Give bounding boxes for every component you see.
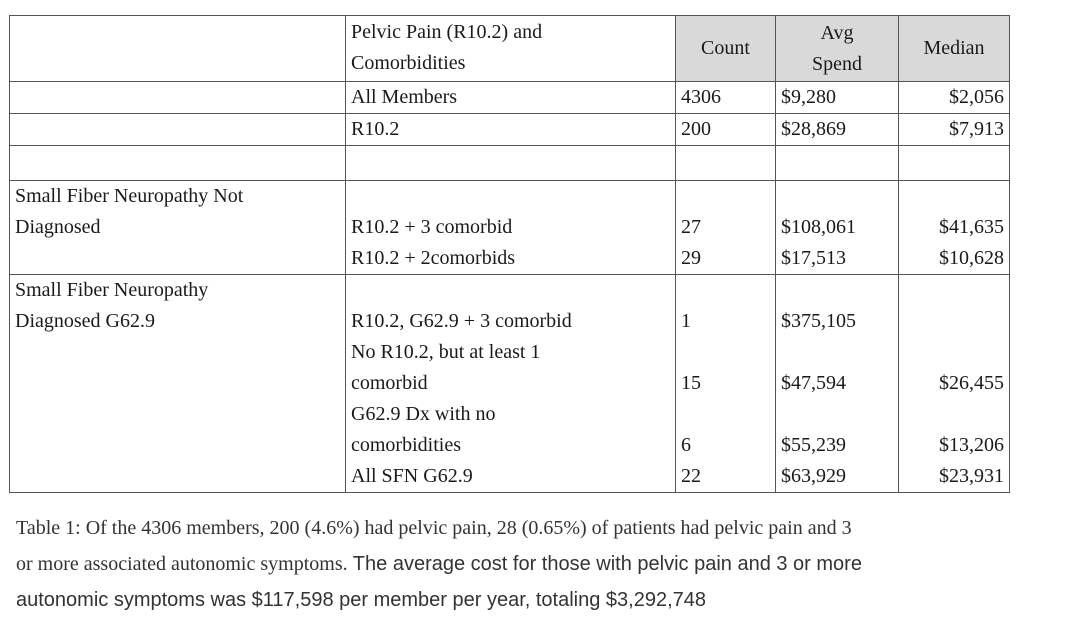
table-row <box>10 181 1010 213</box>
caption-line3: autonomic symptoms was $117,598 per member per year, totaling $3,292,748 <box>16 589 707 611</box>
row-condition: comorbid <box>346 368 676 399</box>
row-avg-spend <box>776 399 899 430</box>
row-median <box>899 181 1010 213</box>
row-condition: R10.2 + 2comorbids <box>346 243 676 275</box>
table-row <box>10 306 1010 337</box>
header-median: Median <box>899 16 1010 82</box>
row-count: 4306 <box>676 82 776 114</box>
row-count: 15 <box>676 368 776 399</box>
header-avg-line1: Avg <box>820 21 854 44</box>
row-group <box>10 399 346 430</box>
table-row <box>10 399 1010 430</box>
row-median: $7,913 <box>899 114 1010 146</box>
row-group <box>10 368 346 399</box>
header-count: Count <box>676 16 776 82</box>
row-group <box>10 461 346 493</box>
row-condition: No R10.2, but at least 1 <box>346 337 676 368</box>
row-group <box>10 114 346 146</box>
table-header-row <box>10 16 1010 82</box>
row-group <box>10 243 346 275</box>
row-median: $23,931 <box>899 461 1010 493</box>
row-condition: comorbidities <box>346 430 676 461</box>
row-count: 22 <box>676 461 776 493</box>
header-group-cell <box>10 16 346 82</box>
row-count: 200 <box>676 114 776 146</box>
table-spacer-row <box>10 146 1010 181</box>
row-avg-spend: $28,869 <box>776 114 899 146</box>
table-row <box>10 82 1010 114</box>
row-avg-spend: $9,280 <box>776 82 899 114</box>
row-group <box>10 82 346 114</box>
caption-line2 <box>16 546 1076 582</box>
row-avg-spend: $17,513 <box>776 243 899 275</box>
row-group: Diagnosed G62.9 <box>10 306 346 337</box>
caption-line2-sans: The average cost for those with pelvic pain and 3 or more <box>347 553 862 575</box>
header-avg-spend <box>776 16 899 82</box>
row-median <box>899 399 1010 430</box>
row-group: Small Fiber Neuropathy <box>10 275 346 307</box>
row-avg-spend: $108,061 <box>776 212 899 243</box>
row-avg-spend: $63,929 <box>776 461 899 493</box>
row-condition: R10.2, G62.9 + 3 comorbid <box>346 306 676 337</box>
row-condition <box>346 181 676 213</box>
header-condition-line2: Comorbidities <box>351 52 466 74</box>
row-median: $13,206 <box>899 430 1010 461</box>
row-median <box>899 275 1010 307</box>
table-row <box>10 430 1010 461</box>
row-condition: All SFN G62.9 <box>346 461 676 493</box>
row-avg-spend <box>776 275 899 307</box>
row-avg-spend: $47,594 <box>776 368 899 399</box>
row-avg-spend: $55,239 <box>776 430 899 461</box>
row-group: Small Fiber Neuropathy Not <box>10 181 346 213</box>
row-group: Diagnosed <box>10 212 346 243</box>
row-median: $26,455 <box>899 368 1010 399</box>
row-median: $2,056 <box>899 82 1010 114</box>
header-avg-line2: Spend <box>812 52 862 75</box>
header-condition-cell <box>346 16 676 82</box>
caption-line1: Table 1: Of the 4306 members, 200 (4.6%) had pelvic pain, 28 (0.65%) of patients had pelvic pain and 3 <box>16 517 852 539</box>
row-avg-spend: $375,105 <box>776 306 899 337</box>
row-median <box>899 337 1010 368</box>
row-count <box>676 181 776 213</box>
row-count <box>676 275 776 307</box>
row-count: 1 <box>676 306 776 337</box>
row-count <box>676 337 776 368</box>
row-median: $41,635 <box>899 212 1010 243</box>
row-count: 27 <box>676 212 776 243</box>
row-count: 29 <box>676 243 776 275</box>
table-row <box>10 114 1010 146</box>
spend-table <box>9 15 1010 493</box>
row-median: $10,628 <box>899 243 1010 275</box>
table-row <box>10 275 1010 307</box>
row-condition: R10.2 + 3 comorbid <box>346 212 676 243</box>
table-caption <box>16 510 1076 618</box>
table-row <box>10 243 1010 275</box>
row-count <box>676 399 776 430</box>
row-group <box>10 337 346 368</box>
header-condition-line1: Pelvic Pain (R10.2) and <box>351 21 543 43</box>
table-row <box>10 212 1010 243</box>
row-avg-spend <box>776 181 899 213</box>
table-row <box>10 461 1010 493</box>
table-row <box>10 368 1010 399</box>
row-avg-spend <box>776 337 899 368</box>
row-median <box>899 306 1010 337</box>
row-condition <box>346 275 676 307</box>
row-condition: All Members <box>346 82 676 114</box>
row-count: 6 <box>676 430 776 461</box>
row-group <box>10 430 346 461</box>
row-condition: R10.2 <box>346 114 676 146</box>
table-row <box>10 337 1010 368</box>
caption-line2-serif: or more associated autonomic symptoms. <box>16 553 348 575</box>
row-condition: G62.9 Dx with no <box>346 399 676 430</box>
